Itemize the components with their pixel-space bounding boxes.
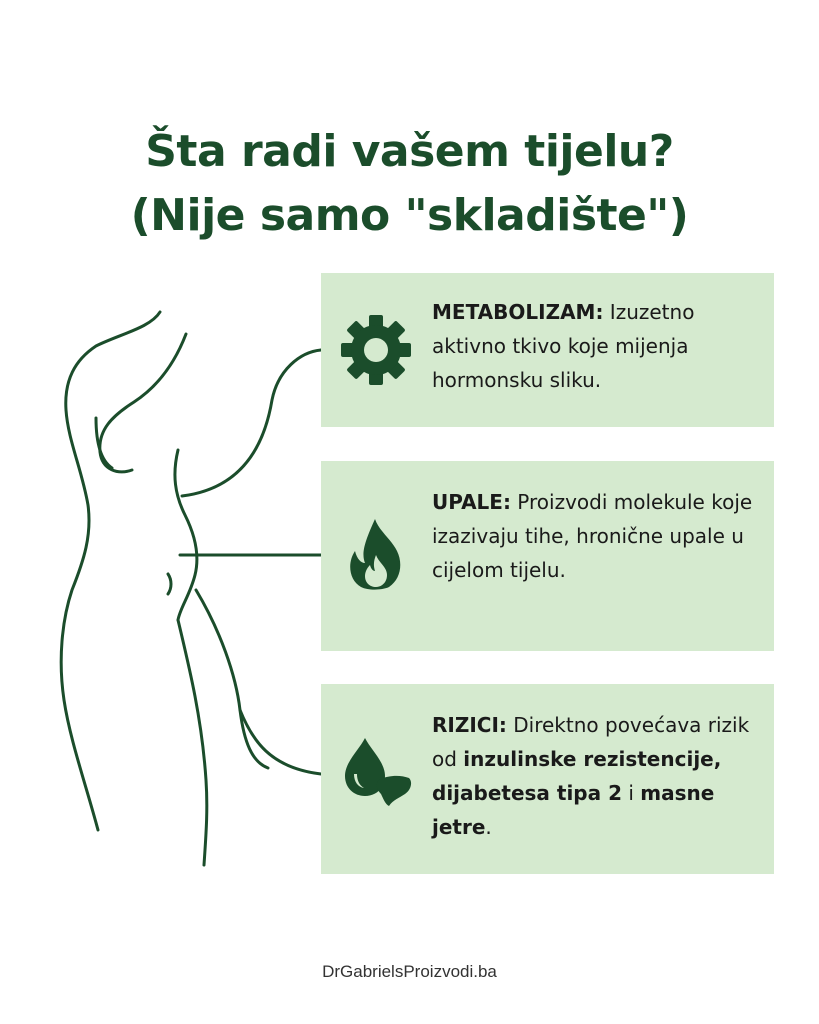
metabolism-heading: METABOLIZAM: xyxy=(432,300,604,324)
page-title xyxy=(0,120,819,248)
risks-bold-2: masne jetre xyxy=(432,781,715,839)
body-left-contour xyxy=(61,312,160,830)
inflammation-heading: UPALE: xyxy=(432,490,511,514)
drop-liver-icon xyxy=(339,736,413,810)
connector-line-3 xyxy=(240,710,321,774)
waist-contour xyxy=(175,450,197,620)
title-line-2: (Nije samo "skladište") xyxy=(130,190,689,241)
flame-icon xyxy=(339,517,413,591)
risks-description-1: Direktno povećava rizik od xyxy=(432,713,750,771)
body-right-contour xyxy=(100,334,186,472)
risks-heading: RIZICI: xyxy=(432,713,507,737)
info-card-inflammation xyxy=(321,461,774,651)
title-line-1: Šta radi vašem tijelu? xyxy=(145,126,674,177)
inflammation-description: Proizvodi molekule koje izazivaju tihe, hronične upale u cijelom tijelu. xyxy=(432,490,753,582)
breast-curve xyxy=(96,418,112,468)
risks-description-2: i xyxy=(622,781,641,805)
connector-line-1 xyxy=(182,350,321,496)
gear-icon xyxy=(339,313,413,387)
info-card-metabolism xyxy=(321,273,774,427)
info-card-risks xyxy=(321,684,774,874)
metabolism-description: Izuzetno aktivno tkivo koje mijenja hormonsku sliku. xyxy=(432,300,695,392)
liver-icon xyxy=(377,776,411,806)
risks-text xyxy=(432,708,762,844)
navel-mark xyxy=(168,574,171,594)
body-outline-illustration xyxy=(0,290,340,870)
risks-bold-1: inzulinske rezistencije, dijabetesa tipa 2 xyxy=(432,747,722,805)
risks-description-3: . xyxy=(485,815,492,839)
inner-thigh-contour xyxy=(178,620,207,865)
metabolism-text xyxy=(432,295,762,397)
footer-website: DrGabrielsProizvodi.ba xyxy=(322,962,497,981)
inflammation-text xyxy=(432,485,762,587)
